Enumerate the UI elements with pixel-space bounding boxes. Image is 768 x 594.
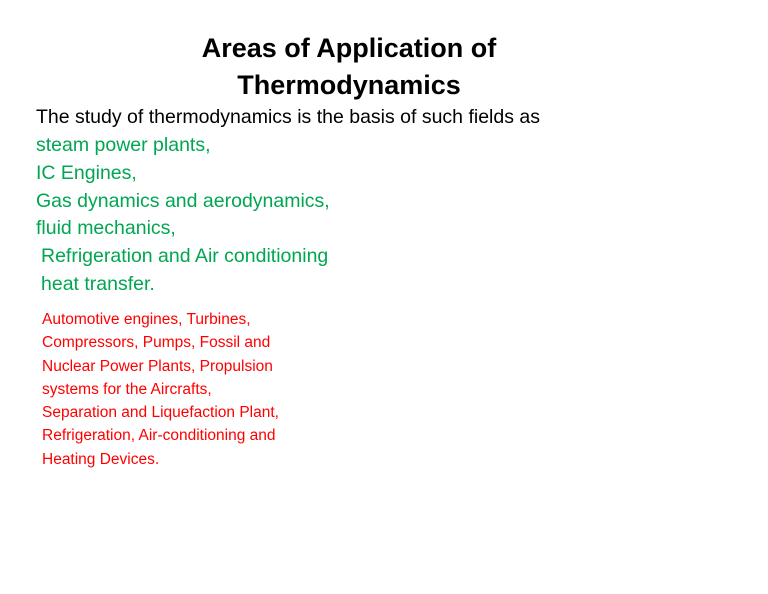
field-item: Gas dynamics and aerodynamics,	[36, 189, 330, 212]
applications-text: Automotive engines, Turbines, Compressors, Pumps, Fossil and Nuclear Power Plants, Propulsion systems for the Aircrafts, Separation and Liquefaction Plant, Refrigeration, Air-conditioning and Heating Devices.	[42, 311, 279, 468]
title-line-2: Thermodynamics	[237, 70, 461, 100]
slide-title	[100, 30, 598, 104]
field-item: steam power plants,	[36, 134, 211, 156]
intro-text: The study of thermodynamics is the basis of such fields as	[36, 106, 540, 128]
field-item: fluid mechanics,	[36, 217, 176, 240]
field-item: IC Engines,	[36, 161, 137, 184]
title-line-1: Areas of Application of	[201, 33, 497, 63]
field-item: Refrigeration and Air conditioning	[41, 245, 329, 268]
fields-list	[36, 132, 330, 299]
field-item: heat transfer.	[41, 272, 155, 295]
